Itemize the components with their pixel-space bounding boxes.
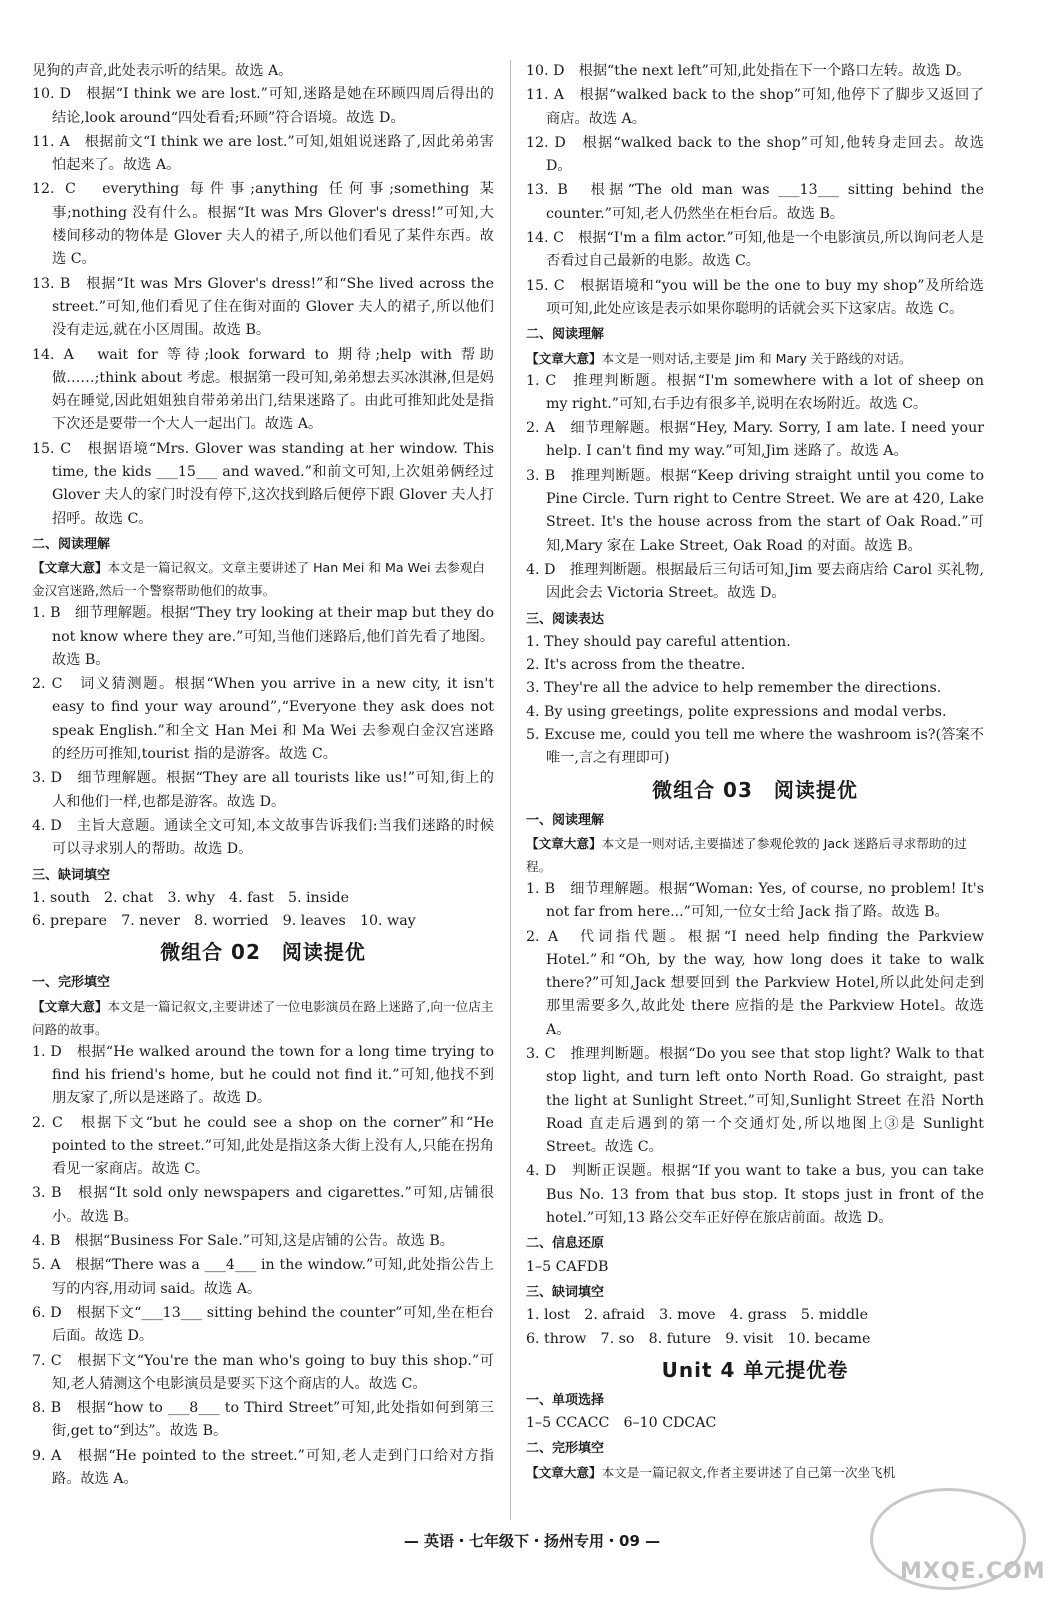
answer-item: 1. C 推理判断题。根据“I'm somewhere with a lot of sheep on my right.”可知,右手边有很多羊,说明在农场附近。故选 C。 — [526, 372, 984, 412]
answer-item: 11. A 根据“walked back to the shop”可知,他停下了脚步又返回了商店。故选 A。 — [526, 87, 984, 127]
article-summary — [526, 1461, 984, 1484]
paragraph: 见狗的声音,此处表示听的结果。故选 A。 — [32, 63, 293, 79]
answer-item: 1. D 根据“He walked around the town for a long time trying to find his friend's home, but he could not find it.”可知,他找不到朋友家了,所以是迷路了。故选 D。 — [32, 1043, 494, 1107]
answer-item: 14. A wait for 等待;look forward to 期待;help with 帮助做……;think about 考虑。根据第一段可知,弟弟想去买冰淇淋,但是妈妈在睡觉,因此姐姐独自带弟弟出门,结果迷路了。由此可推知此处是指下次还是要带一个大人一起出门。故选 A。 — [32, 346, 494, 433]
left-column — [32, 60, 494, 1492]
answer-item: 5. A 根据“There was a ___4___ in the window.”可知,此处指公告上写的内容,用动词 said。故选 A。 — [32, 1257, 494, 1297]
section-heading: 二、阅读理解 — [32, 536, 111, 552]
article-summary — [526, 832, 984, 878]
section-title: Unit 4 单元提优卷 — [661, 1357, 849, 1382]
answer-item: 2. A 代词指代题。根据“I need help finding the Parkview Hotel.”和“Oh, by the way, how long does it take to walk there?”可知,Jack 想要回到 the Parkview Hotel,所以此处问走到那里需要多久,故此处 there 应指的是 the Parkview Hotel。故选 A。 — [526, 928, 984, 1038]
section-heading: 一、完形填空 — [32, 975, 111, 991]
answer-item: 7. C 根据下文“You're the man who's going to buy this shop.”可知,老人猜测这个电影演员是要买下这个商店的人。故选 C。 — [32, 1352, 494, 1392]
section-heading: 三、缺词填空 — [526, 1284, 605, 1300]
answer-item: 4. D 判断正误题。根据“If you want to take a bus, you can take Bus No. 13 from that bus stop. It stops just in front of the hotel.”可知,13 路公交车正好停在旅店前面。故选 D。 — [526, 1163, 984, 1227]
answer-item: 2. C 词义猜测题。根据“When you arrive in a new city, it isn't easy to find your way around”,“Everyone they ask does not speak English.”和全文 Han Mei 和 Ma Wei 去参观白金汉宫迷路的经历可推知,tourist 指的是游客。故选 C。 — [32, 676, 494, 763]
answer-item: 13. B 根据“The old man was ___13___ sitting behind the counter.”可知,老人仍然坐在柜台后。故选 B。 — [526, 182, 984, 222]
answer-item: 3. D 细节理解题。根据“They are all tourists like us!”可知,街上的人和他们一样,也都是游客。故选 D。 — [32, 770, 494, 810]
answer-item: 5. Excuse me, could you tell me where the washroom is?(答案不唯一,言之有理即可) — [526, 727, 984, 767]
summary-label: 【文章大意】 — [526, 835, 602, 851]
answer-line: 1. south 2. chat 3. why 4. fast 5. inside — [32, 889, 349, 906]
answer-item: 1. B 细节理解题。根据“They try looking at their map but they do not know where they are.”可知,当他们迷路后,他们首先看了地图。故选 B。 — [32, 605, 494, 668]
summary-text: 本文是一篇记叙文。文章主要讲述了 Han Mei 和 Ma Wei 去参观白金汉宫迷路,然后一个警察帮助他们的故事。 — [32, 560, 485, 599]
section-heading: 三、缺词填空 — [32, 867, 111, 883]
answer-item: 15. C 根据语境“Mrs. Glover was standing at her window. This time, the kids ___15___ and waved.”和前文可知,上次姐弟俩经过 Glover 夫人的家门时没有停下,这次找到路后便停下跟 Glover 夫人打招呼。故选 C。 — [32, 440, 494, 527]
watermark-text: MXQE.COM — [900, 1559, 1046, 1584]
answer-item: 15. C 根据语境和“you will be the one to buy my shop”及所给选项可知,此处应该是表示如果你聪明的话就会买下这家店。故选 C。 — [526, 277, 984, 317]
answer-line: 1. lost 2. afraid 3. move 4. grass 5. middle — [526, 1307, 868, 1324]
answer-item: 4. D 主旨大意题。通读全文可知,本文故事告诉我们:当我们迷路的时候可以寻求别人的帮助。故选 D。 — [32, 817, 494, 858]
section-heading: 二、信息还原 — [526, 1236, 605, 1252]
section-heading: 一、阅读理解 — [526, 812, 605, 828]
summary-text: 本文是一则对话,主要描述了参观伦敦的 Jack 迷路后寻求帮助的过程。 — [526, 835, 967, 874]
answer-item: 2. C 根据下文“but he could see a shop on the corner”和“He pointed to the street.”可知,此处是指这条大街上没有人,只能在拐角看见一家商店。故选 C。 — [32, 1114, 494, 1178]
answer-line: 6. prepare 7. never 8. worried 9. leaves 10. way — [32, 913, 416, 930]
article-summary — [526, 347, 984, 370]
section-heading: 三、阅读表达 — [526, 611, 605, 627]
answer-line: 1. They should pay careful attention. — [526, 633, 791, 650]
answer-item: 10. D 根据“the next left”可知,此处指在下一个路口左转。故选 D。 — [526, 63, 971, 79]
page-footer: — 英语・七年级下・扬州专用・09 — — [403, 1532, 661, 1550]
summary-label: 【文章大意】 — [526, 1464, 602, 1480]
answer-item: 3. B 推理判断题。根据“Keep driving straight until you come to Pine Circle. Turn right to Centre Street. We are at 420, Lake Street. It's the house across from the start of Oak Road.”可知,Mary 家在 Lake Street, Oak Road 的对面。故选 B。 — [526, 467, 984, 554]
answer-line: 1–5 CAFDB — [526, 1258, 609, 1275]
answer-item: 3. B 根据“It sold only newspapers and cigarettes.”可知,店铺很小。故选 B。 — [32, 1185, 494, 1225]
right-column — [526, 60, 984, 1484]
summary-text: 本文是一篇记叙文,主要讲述了一位电影演员在路上迷路了,向一位店主问路的故事。 — [32, 998, 494, 1037]
answer-item: 2. A 细节理解题。根据“Hey, Mary. Sorry, I am late. I need your help. I can't find my way.”可知,Jim 迷路了。故选 A。 — [526, 420, 984, 460]
answer-line: 2. It's across from the theatre. — [526, 657, 746, 674]
answer-item: 13. B 根据“It was Mrs Glover's dress!”和“She lived across the street.”可知,他们看见了住在街对面的 Glover 夫人的裙子,所以他们没有走远,就在小区周围。故选 B。 — [32, 275, 494, 339]
answer-line: 4. By using greetings, polite expressions and modal verbs. — [526, 703, 947, 720]
answer-line: 1–5 CCACC 6–10 CDCAC — [526, 1415, 717, 1432]
answer-item: 10. D 根据“I think we are lost.”可知,迷路是她在环顾四周后得出的结论,look around“四处看看;环顾”符合语境。故选 D。 — [32, 86, 494, 126]
article-summary — [32, 556, 494, 602]
section-heading: 二、阅读理解 — [526, 327, 605, 343]
column-divider — [510, 60, 511, 1520]
answer-item: 12. D 根据“walked back to the shop”可知,他转身走回去。故选 D。 — [526, 134, 984, 175]
answer-item: 12. C everything 每件事;anything 任何事;something 某事;nothing 没有什么。根据“It was Mrs Glover's dress!”可知,大楼间移动的物体是 Glover 夫人的裙子,所以他们看见了某件东西。故选 C。 — [32, 181, 494, 268]
summary-label: 【文章大意】 — [32, 998, 108, 1014]
answer-item: 4. B 根据“Business For Sale.”可知,这是店铺的公告。故选 B。 — [32, 1233, 454, 1250]
summary-text: 本文是一则对话,主要是 Jim 和 Mary 关于路线的对话。 — [601, 350, 912, 366]
answer-item: 8. B 根据“how to ___8___ to Third Street”可知,此处指如何到第三街,get to“到达”。故选 B。 — [32, 1400, 494, 1440]
answer-item: 3. C 推理判断题。根据“Do you see that stop light? Walk to that stop light, and turn left onto North Road. Go straight, past the light at Sunlight Street.”可知,Sunlight Street 在沿 North Road 直走后遇到的第一个交通灯处,所以地图上③是 Sunlight Street。故选 C。 — [526, 1045, 984, 1156]
article-summary — [32, 995, 494, 1041]
summary-text: 本文是一篇记叙文,作者主要讲述了自己第一次坐飞机 — [601, 1464, 896, 1480]
answer-item: 1. B 细节理解题。根据“Woman: Yes, of course, no problem! It's not far from here...”可知,一位女士给 Jack 指了路。故选 B。 — [526, 880, 984, 921]
answer-line: 3. They're all the advice to help remember the directions. — [526, 680, 942, 697]
answer-line: 6. throw 7. so 8. future 9. visit 10. became — [526, 1330, 871, 1347]
answer-item: 9. A 根据“He pointed to the street.”可知,老人走到门口给对方指路。故选 A。 — [32, 1447, 494, 1488]
summary-label: 【文章大意】 — [32, 560, 108, 576]
answer-item: 11. A 根据前文“I think we are lost.”可知,姐姐说迷路了,因此弟弟害怕起来了。故选 A。 — [32, 133, 494, 174]
section-title: 微组合 03 阅读提优 — [652, 777, 858, 802]
answer-item: 4. D 推理判断题。根据最后三句话可知,Jim 要去商店给 Carol 买礼物,因此会去 Victoria Street。故选 D。 — [526, 561, 984, 602]
summary-label: 【文章大意】 — [526, 350, 602, 366]
section-heading: 二、完形填空 — [526, 1441, 605, 1457]
section-heading: 一、单项选择 — [526, 1392, 605, 1408]
answer-item: 6. D 根据下文“___13___ sitting behind the counter”可知,坐在柜台后面。故选 D。 — [32, 1304, 494, 1345]
section-title: 微组合 02 阅读提优 — [160, 940, 366, 965]
answer-item: 14. C 根据“I'm a film actor.”可知,他是一个电影演员,所以询问老人是否看过自己最新的电影。故选 C。 — [526, 230, 984, 270]
